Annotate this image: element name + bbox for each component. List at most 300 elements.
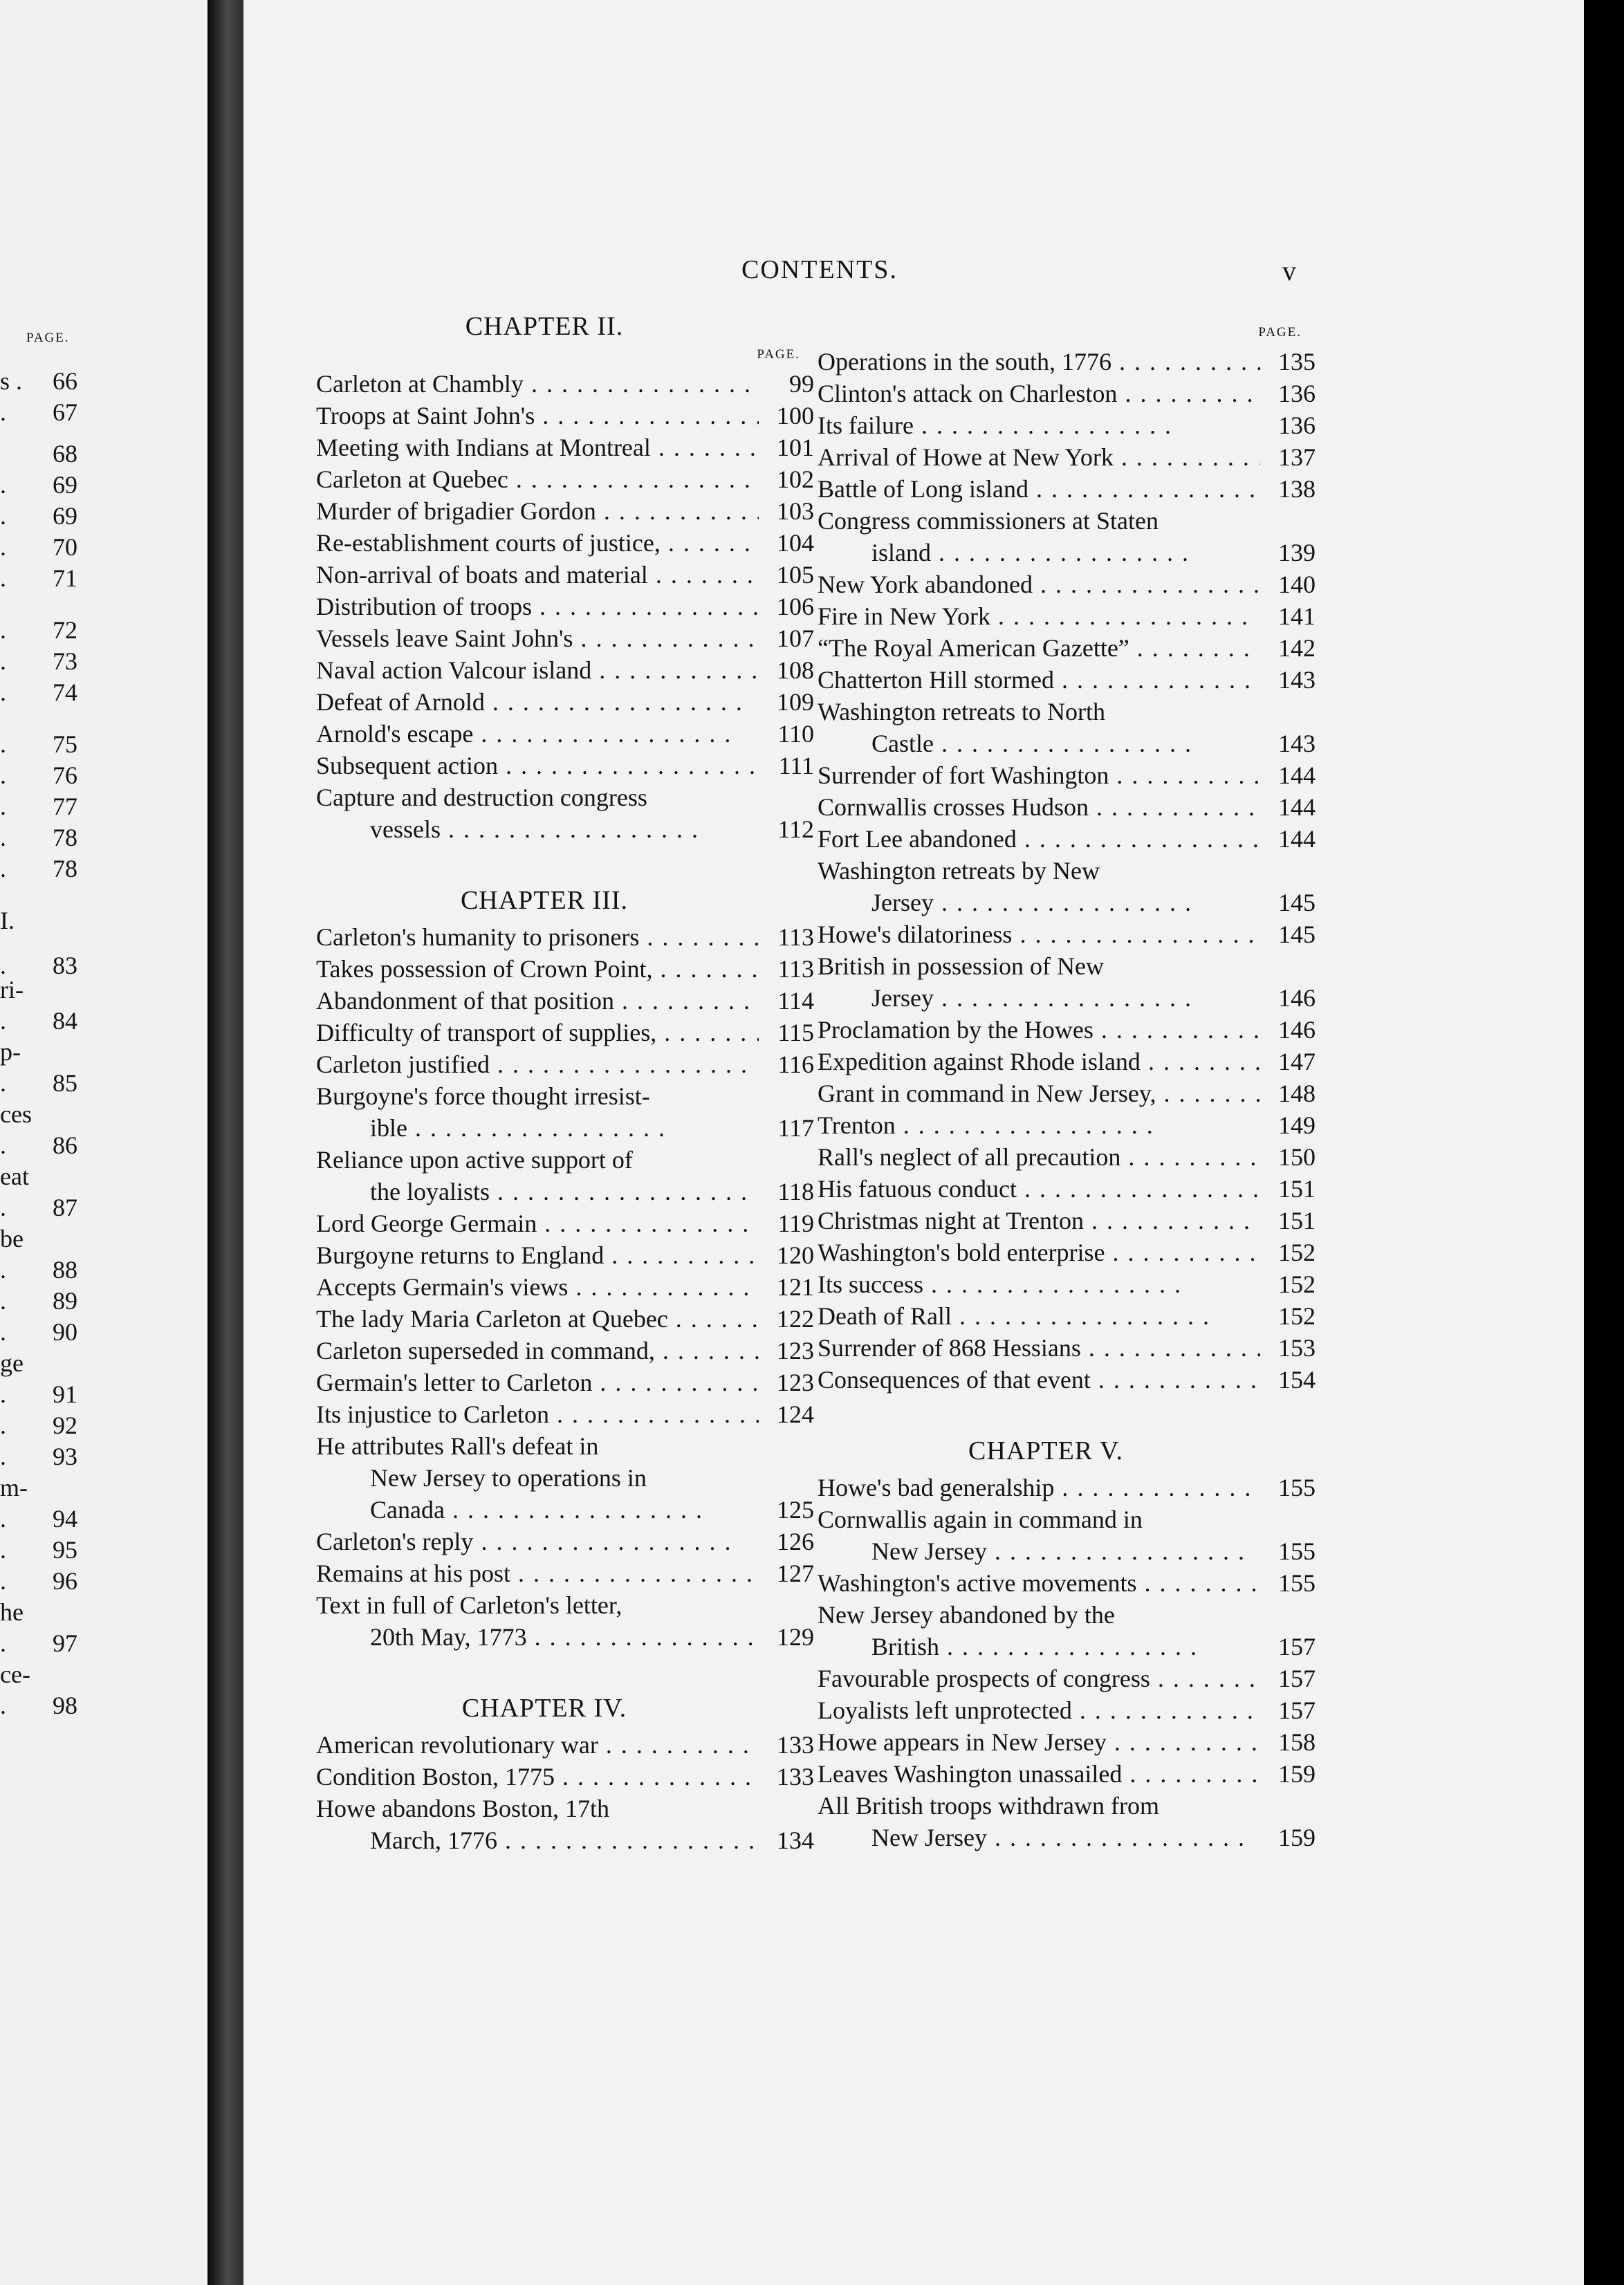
prev-page-fragment: m- [0, 1474, 28, 1501]
toc-entry [818, 1141, 1316, 1173]
toc-page-number: 123 [777, 1369, 814, 1396]
toc-entry-text: Surrender of 868 Hessians . . [818, 1332, 1260, 1364]
prev-page-fragment: . [0, 1069, 6, 1097]
prev-page-fragment: . [0, 1194, 6, 1221]
toc-entry [818, 1237, 1316, 1268]
prev-page-row [0, 906, 207, 938]
toc-entry [316, 750, 814, 781]
toc-page-number: 106 [777, 593, 814, 620]
prev-page-row [0, 1006, 207, 1038]
prev-page-fragment: . [0, 1007, 6, 1035]
prev-page-number: 73 [53, 647, 77, 675]
toc-entry [818, 473, 1316, 505]
prev-page-fragment: . [0, 1629, 6, 1657]
prev-page-fragment: . [0, 1505, 6, 1533]
toc-entry-continuation [316, 813, 814, 845]
toc-page-number: 145 [1278, 889, 1316, 916]
chapter-heading: CHAPTER III. [460, 886, 629, 915]
toc-entry-spacer [759, 781, 814, 813]
toc-entry [316, 495, 814, 527]
toc-page-number: 133 [777, 1763, 814, 1791]
toc-entry-spacer [759, 1793, 814, 1824]
toc-page-number: 133 [777, 1731, 814, 1759]
prev-page-row [0, 761, 207, 793]
toc-entry [818, 1014, 1316, 1046]
prev-page-row [0, 564, 207, 595]
toc-entry-text: He attributes Rall's defeat in [316, 1432, 599, 1460]
toc-entry-text: New Jersey . . [818, 1822, 1260, 1853]
toc-entry [818, 1046, 1316, 1077]
toc-entry-text: Howe appears in New Jersey . . [818, 1726, 1260, 1758]
prev-page-fragment: . [0, 855, 6, 882]
toc-entry [316, 400, 814, 432]
toc-entry-continuation [818, 887, 1316, 918]
prev-page-row [0, 1100, 207, 1131]
prev-page-fragment: . [0, 647, 6, 675]
prev-page-row [0, 730, 207, 761]
toc-entry-text: Re-establishment courts of justice, . . [316, 527, 759, 559]
prev-page-row [0, 1660, 207, 1692]
toc-entry-text: Carleton at Chambly . . [316, 368, 759, 400]
prev-page-row [0, 1535, 207, 1567]
toc-page-number: 154 [1278, 1366, 1316, 1394]
toc-entry [316, 1080, 814, 1112]
toc-entry [818, 1599, 1316, 1631]
toc-page-number: 125 [777, 1496, 814, 1524]
toc-entry [316, 1367, 814, 1398]
toc-entry-continuation [818, 537, 1316, 568]
toc-page-number: 117 [777, 1114, 814, 1142]
toc-entry [818, 823, 1316, 855]
page-number: v [1282, 255, 1298, 286]
toc-page-number: 135 [1278, 348, 1316, 376]
chapter-heading: CHAPTER IV. [461, 1694, 627, 1723]
toc-entry-text: Castle . . [818, 728, 1260, 759]
toc-page-number: 119 [777, 1210, 814, 1237]
toc-entry-text: Washington retreats to North [818, 698, 1106, 725]
toc-entry [316, 654, 814, 686]
toc-entry-text: Accepts Germain's views . . [316, 1271, 759, 1303]
toc-entry [818, 600, 1316, 632]
toc-entry-text: Capture and destruction congress [316, 784, 647, 811]
toc-page-number: 110 [777, 720, 814, 748]
prev-page-row [0, 1286, 207, 1318]
prev-page-fragment: ce- [0, 1660, 30, 1688]
prev-page-number: 71 [53, 564, 77, 592]
toc-entry-text: Expedition against Rhode island . . [818, 1046, 1260, 1077]
toc-page-number: 145 [1278, 921, 1316, 948]
toc-entry-text: Cornwallis crosses Hudson . . [818, 791, 1260, 823]
toc-page-number: 99 [789, 370, 814, 398]
toc-entry [818, 1567, 1316, 1599]
prev-page-number: 98 [53, 1692, 77, 1719]
prev-page-row [0, 533, 207, 564]
prev-page-row [0, 1131, 207, 1163]
prev-page-number: 74 [53, 678, 77, 706]
toc-page-number: 155 [1278, 1569, 1316, 1597]
toc-entry [818, 855, 1316, 887]
prev-page-number: 95 [53, 1536, 77, 1564]
toc-page-number: 136 [1278, 380, 1316, 407]
toc-page-number: 152 [1278, 1270, 1316, 1298]
toc-entry [316, 718, 814, 750]
prev-page-row [0, 792, 207, 824]
toc-entry-spacer [759, 1589, 814, 1621]
toc-page-number: 144 [1278, 761, 1316, 789]
prev-page-fragment: . [0, 1131, 6, 1159]
prev-page-fragment: . [0, 824, 6, 851]
prev-page-row [0, 1069, 207, 1100]
prev-page-number: 92 [53, 1412, 77, 1439]
toc-page-number: 127 [777, 1560, 814, 1587]
prev-page-row [0, 1349, 207, 1380]
toc-entry [316, 622, 814, 654]
toc-entry-text: Carleton's reply . . [316, 1526, 759, 1557]
prev-page-fragment: . [0, 793, 6, 820]
toc-page-number: 152 [1278, 1239, 1316, 1266]
toc-page-number: 140 [1278, 571, 1316, 598]
prev-page-row [0, 1193, 207, 1225]
toc-entry-spacer [1260, 1599, 1316, 1631]
toc-page-number: 157 [1278, 1696, 1316, 1724]
toc-entry [316, 527, 814, 559]
toc-entry [316, 1430, 814, 1462]
toc-entry-text: Its injustice to Carleton . . [316, 1398, 759, 1430]
toc-entry [316, 368, 814, 400]
prev-page-number: 72 [53, 616, 77, 644]
toc-entry-text: “The Royal American Gazette” . . [818, 632, 1260, 664]
prev-page-number: 91 [53, 1380, 77, 1408]
toc-entry-text: Battle of Long island . . [818, 473, 1260, 505]
toc-entry [818, 1205, 1316, 1237]
toc-entry-text: Condition Boston, 1775 . . [316, 1761, 759, 1793]
toc-page-number: 126 [777, 1528, 814, 1555]
toc-entry-text: Its success . . [818, 1268, 1260, 1300]
toc-entry [818, 696, 1316, 728]
toc-page-number: 137 [1278, 443, 1316, 471]
toc-entry-text: Fort Lee abandoned . . [818, 823, 1260, 855]
toc-page-number: 115 [777, 1019, 814, 1046]
toc-entry-text: Remains at his post . . [316, 1557, 759, 1589]
prev-page-row [0, 501, 207, 533]
prev-page-number: 66 [53, 367, 77, 395]
prev-page-number: 75 [53, 730, 77, 758]
toc-entry [818, 1726, 1316, 1758]
toc-entry-text: Takes possession of Crown Point, . . [316, 953, 759, 985]
prev-page-row [0, 470, 207, 502]
prev-page-number: 86 [53, 1131, 77, 1159]
toc-page-number: 136 [1278, 411, 1316, 439]
toc-entry-text: Rall's neglect of all precaution . . [818, 1141, 1260, 1173]
toc-entry-continuation [316, 1824, 814, 1856]
previous-page-fragment [0, 0, 207, 2285]
prev-page-row [0, 367, 207, 398]
prev-page-row [0, 678, 207, 710]
toc-entry [818, 1077, 1316, 1109]
toc-page-number: 120 [777, 1241, 814, 1269]
prev-page-fragment: s . [0, 367, 23, 395]
toc-entry [316, 559, 814, 591]
contents-page [243, 0, 1624, 2285]
toc-entry-spacer [759, 1430, 814, 1462]
toc-page-number: 104 [777, 529, 814, 557]
toc-page-number: 101 [777, 434, 814, 461]
toc-entry [818, 1268, 1316, 1300]
toc-entry-text: ible . . [316, 1112, 759, 1144]
prev-page-fragment: . [0, 1692, 6, 1719]
toc-entry-text: Its failure . . [818, 409, 1260, 441]
prev-page-number: 69 [53, 502, 77, 530]
toc-entry-text: Loyalists left unprotected . . [818, 1694, 1260, 1726]
chapter-gap [316, 1653, 814, 1693]
toc-entry-text: Jersey . . [818, 887, 1260, 918]
toc-entry-text: Defeat of Arnold . . [316, 686, 759, 718]
toc-entry [316, 985, 814, 1017]
toc-page-number: 158 [1278, 1728, 1316, 1756]
left-column [316, 311, 814, 1856]
toc-entry [818, 1332, 1316, 1364]
toc-entry-spacer [1260, 950, 1316, 982]
toc-entry-text: Clinton's attack on Charleston . . [818, 378, 1260, 409]
prev-page-number: 87 [53, 1194, 77, 1221]
toc-entry-text: Howe's dilatoriness . . [818, 918, 1260, 950]
toc-page-number: 138 [1278, 475, 1316, 503]
toc-entry-text: Carleton at Quebec . . [316, 463, 759, 495]
toc-page-number: 134 [777, 1826, 814, 1854]
toc-entry-spacer [1260, 696, 1316, 728]
toc-entry-text: Cornwallis again in command in [818, 1506, 1143, 1533]
toc-entry-continuation [818, 1631, 1316, 1663]
toc-entry [818, 759, 1316, 791]
prev-page-fragment: . [0, 1412, 6, 1439]
toc-entry [818, 1694, 1316, 1726]
toc-entry [818, 378, 1316, 409]
toc-page-number: 151 [1278, 1175, 1316, 1203]
toc-page-number: 116 [777, 1051, 814, 1078]
prev-page-fragment: . [0, 1536, 6, 1564]
toc-entry [316, 1239, 814, 1271]
toc-entry [316, 1208, 814, 1239]
toc-entry-continuation [316, 1112, 814, 1144]
toc-entry [818, 505, 1316, 537]
toc-entry [316, 591, 814, 622]
toc-entry-text: Grant in command in New Jersey, . . [818, 1077, 1260, 1109]
toc-entry-text: Operations in the south, 1776 . . [818, 346, 1260, 378]
toc-entry [818, 409, 1316, 441]
toc-entry-continuation [818, 1822, 1316, 1853]
toc-entry-spacer [1260, 855, 1316, 887]
toc-page-number: 151 [1278, 1207, 1316, 1234]
toc-page-number: 146 [1278, 984, 1316, 1012]
toc-entry-spacer [759, 1462, 814, 1494]
toc-entry-text: Troops at Saint John's . . [316, 400, 759, 432]
toc-entry-text: Howe abandons Boston, 17th [316, 1795, 609, 1822]
prev-page-fragment: . [0, 502, 6, 530]
prev-page-fragment: . [0, 1443, 6, 1470]
toc-entry-spacer [759, 1144, 814, 1176]
toc-page-number: 111 [778, 752, 814, 779]
toc-page-number: 144 [1278, 793, 1316, 821]
toc-entry [316, 1335, 814, 1367]
toc-entry [316, 1398, 814, 1430]
toc-page-number: 113 [777, 923, 814, 951]
toc-entry [316, 1144, 814, 1176]
toc-entry-text: 20th May, 1773 . . [316, 1621, 759, 1653]
toc-page-number: 142 [1278, 634, 1316, 662]
toc-entry-text: Consequences of that event . . [818, 1364, 1260, 1396]
chapter-heading: CHAPTER II. [465, 312, 624, 341]
toc-entry-text: Proclamation by the Howes . . [818, 1014, 1260, 1046]
toc-entry [818, 664, 1316, 696]
toc-entry-continuation [316, 1462, 814, 1494]
toc-entry-text: Canada . . [316, 1494, 759, 1526]
toc-page-number: 107 [777, 625, 814, 652]
toc-entry [316, 1017, 814, 1048]
toc-entry [316, 1303, 814, 1335]
toc-page-number: 148 [1278, 1080, 1316, 1107]
toc-entry-text: New Jersey to operations in [370, 1464, 647, 1492]
prev-page-row [0, 647, 207, 678]
toc-entry [316, 1526, 814, 1557]
prev-page-fragment: . [0, 564, 6, 592]
toc-entry-text: Trenton . . [818, 1109, 1260, 1141]
toc-entry [818, 1173, 1316, 1205]
prev-page-number: 76 [53, 761, 77, 789]
toc-page-number: 105 [777, 561, 814, 589]
prev-page-row [0, 1473, 207, 1505]
toc-entry [316, 432, 814, 463]
prev-page-row [0, 854, 207, 886]
toc-entry [316, 686, 814, 718]
toc-entry-text: Distribution of troops . . [316, 591, 759, 622]
prev-page-fragment: . [0, 678, 6, 706]
prev-page-fragment: . [0, 1256, 6, 1284]
prev-page-number: 90 [53, 1318, 77, 1346]
toc-page-number: 118 [777, 1178, 814, 1205]
toc-entry-continuation [316, 1621, 814, 1653]
toc-entry-spacer [1260, 1790, 1316, 1822]
prev-page-number: 97 [53, 1629, 77, 1657]
toc-page-number: 153 [1278, 1334, 1316, 1362]
toc-entry [818, 1472, 1316, 1504]
toc-page-number: 103 [777, 497, 814, 525]
toc-page-number: 147 [1278, 1048, 1316, 1075]
toc-entry [818, 1300, 1316, 1332]
prev-page-number: 94 [53, 1505, 77, 1533]
chapter-heading: CHAPTER V. [968, 1436, 1123, 1465]
prev-page-fragment: he [0, 1598, 24, 1626]
toc-entry-text: Vessels leave Saint John's . . [316, 622, 759, 654]
book-gutter [207, 0, 243, 2285]
toc-entry [316, 953, 814, 985]
toc-page-number: 146 [1278, 1016, 1316, 1044]
prev-page-number: 93 [53, 1443, 77, 1470]
toc-entry [818, 1758, 1316, 1790]
toc-entry-text: Murder of brigadier Gordon . . [316, 495, 759, 527]
toc-page-number: 121 [777, 1273, 814, 1301]
toc-entry-continuation [818, 728, 1316, 759]
toc-entry [316, 1729, 814, 1761]
prev-page-fragment: . [0, 761, 6, 789]
prev-page-row [0, 398, 207, 429]
prev-page-row [0, 1162, 207, 1194]
toc-entry-continuation [316, 1176, 814, 1208]
prev-page-number: 84 [53, 1007, 77, 1035]
prev-page-row [0, 1691, 207, 1723]
toc-entry [316, 1271, 814, 1303]
toc-entry-text: Chatterton Hill stormed . . [818, 664, 1260, 696]
toc-entry [818, 441, 1316, 473]
prev-page-number: 78 [53, 824, 77, 851]
toc-entry-text: British in possession of New [818, 952, 1104, 980]
toc-entry-text: vessels . . [316, 813, 759, 845]
prev-page-row [0, 1224, 207, 1256]
toc-page-number: 112 [777, 815, 814, 843]
prev-page-row [0, 823, 207, 855]
toc-page-number: 114 [777, 987, 814, 1015]
toc-entry-text: March, 1776 . . [316, 1824, 759, 1856]
toc-entry [818, 950, 1316, 982]
chapter-gap [316, 845, 814, 885]
prev-page-row [0, 1037, 207, 1069]
toc-entry-text: Carleton superseded in command, . . [316, 1335, 759, 1367]
toc-entry-spacer [759, 1080, 814, 1112]
toc-entry-text: Carleton's humanity to prisoners . . [316, 921, 759, 953]
toc-entry [316, 1048, 814, 1080]
toc-page-number: 108 [777, 656, 814, 684]
toc-entry-text: Washington's active movements . . [818, 1567, 1260, 1599]
toc-entry [818, 632, 1316, 664]
toc-entry-spacer [1260, 505, 1316, 537]
prev-page-header: PAGE. [26, 331, 70, 345]
prev-page-number: 70 [53, 533, 77, 561]
prev-page-fragment: . [0, 1287, 6, 1315]
chapter-gap [818, 1396, 1316, 1436]
toc-entry-continuation [316, 1494, 814, 1526]
toc-entry-text: New York abandoned . . [818, 568, 1260, 600]
toc-entry-text: Text in full of Carleton's letter, [316, 1591, 622, 1619]
toc-entry [316, 1589, 814, 1621]
toc-entry [316, 1761, 814, 1793]
toc-entry-text: Burgoyne's force thought irresist- [316, 1082, 650, 1110]
toc-entry-text: Surrender of fort Washington . . [818, 759, 1260, 791]
prev-page-row [0, 975, 207, 1007]
toc-entry-text: Death of Rall . . [818, 1300, 1260, 1332]
prev-page-fragment: ces [0, 1100, 32, 1128]
toc-entry [818, 791, 1316, 823]
running-title: CONTENTS. [741, 255, 898, 284]
page-edge-shadow [1584, 0, 1624, 2285]
right-column [818, 325, 1316, 1853]
toc-entry-spacer [1260, 1504, 1316, 1535]
toc-page-number: 155 [1278, 1474, 1316, 1501]
toc-entry-text: the loyalists . . [316, 1176, 759, 1208]
toc-page-number: 143 [1278, 666, 1316, 694]
prev-page-fragment: . [0, 730, 6, 758]
toc-entry-text: New Jersey . . [818, 1535, 1260, 1567]
toc-entry [818, 1109, 1316, 1141]
prev-page-fragment: I. [0, 907, 15, 934]
prev-page-fragment: . [0, 1318, 6, 1346]
toc-entry-continuation [818, 982, 1316, 1014]
toc-page-number: 129 [777, 1623, 814, 1651]
toc-page-number: 124 [777, 1400, 814, 1428]
toc-entry-text: Washington's bold enterprise . . [818, 1237, 1260, 1268]
page-column-header: PAGE. [1258, 325, 1302, 340]
toc-entry-text: His fatuous conduct . . [818, 1173, 1260, 1205]
toc-entry-text: Carleton justified . . [316, 1048, 759, 1080]
prev-page-fragment: . [0, 1380, 6, 1408]
